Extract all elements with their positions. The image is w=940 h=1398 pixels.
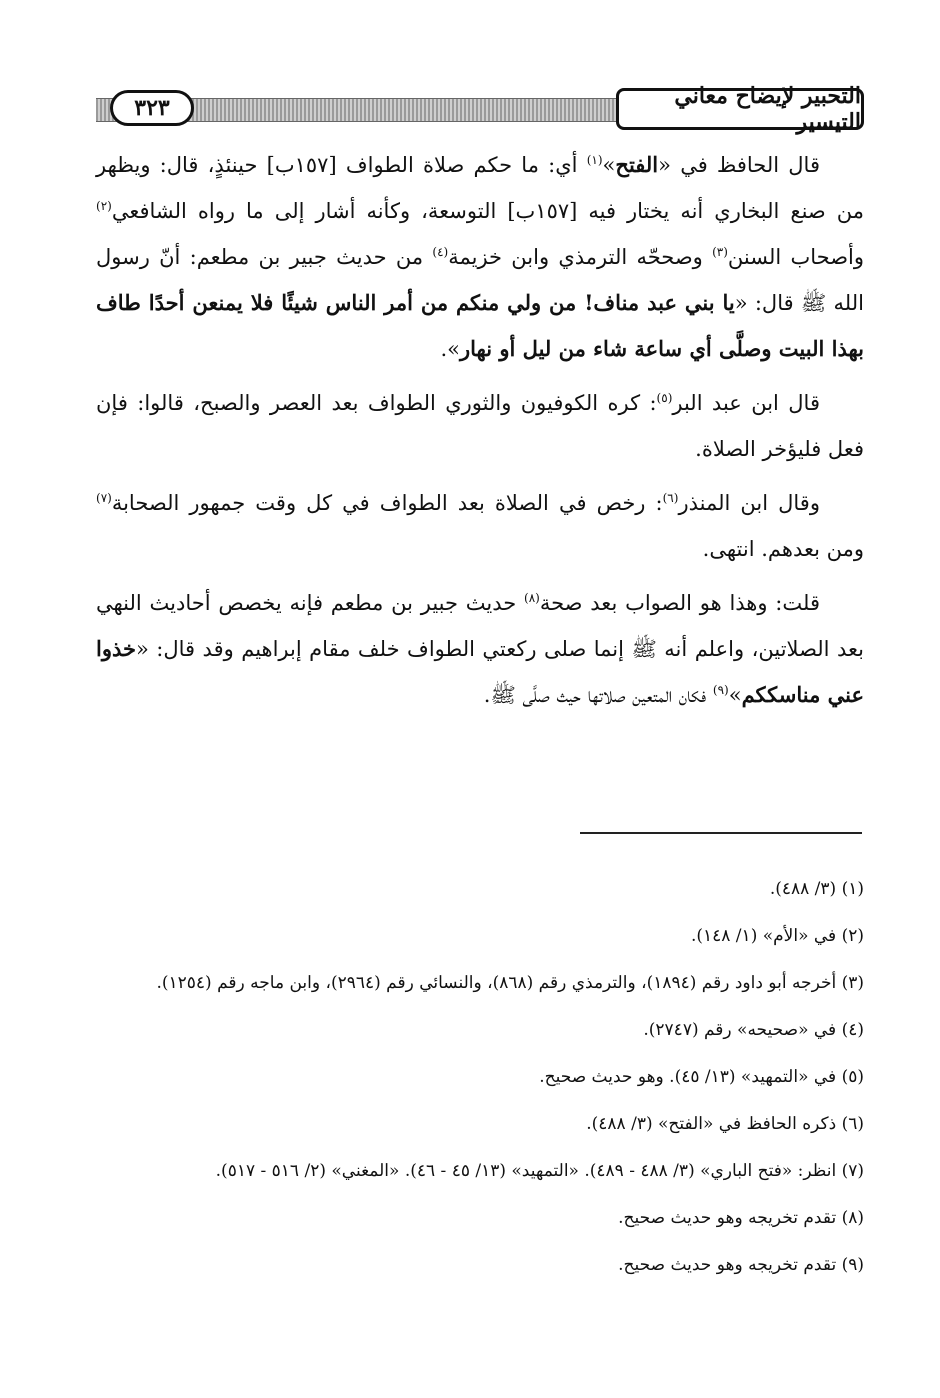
footnotes [96, 866, 864, 1289]
text-segment: قال ابن عبد البر [672, 391, 820, 415]
text-segment: وأصحاب السنن [727, 245, 865, 269]
bold-text-segment: خذوا عني مناسككم [96, 636, 864, 707]
text-segment: » [728, 683, 742, 707]
footnote-item: (٩) تقدم تخريجه وهو حديث صحيح. [618, 1255, 864, 1275]
footnote-reference: (٢) [96, 199, 112, 213]
footnote-item: (٥) في «التمهيد» (١٣/ ٤٥). وهو حديث صحيح. [539, 1067, 864, 1087]
text-segment: : كره الكوفيون والثوري الطواف بعد العصر والصبح، قالوا: فإن فعل فليؤخر الصلاة. [96, 391, 864, 461]
footnote-reference: (٣) [712, 245, 728, 259]
body-paragraph [96, 480, 864, 572]
text-segment: قلت: وهذا هو الصواب بعد صحة [539, 591, 820, 615]
text-segment: وصححّه الترمذي وابن خزيمة [448, 245, 713, 269]
footnote-reference: (٤) [432, 245, 449, 259]
main-text [96, 142, 864, 726]
text-segment: ومن بعدهم. انتهى. [702, 537, 864, 561]
footnote-item: (٧) انظر: «فتح الباري» (٣/ ٤٨٨ - ٤٨٩). «التمهيد» (١٣/ ٤٥ - ٤٦). «المغني» (٢/ ٥١٦ - ٥١٧). [215, 1161, 864, 1181]
footnote-reference: (٥) [656, 391, 673, 405]
bold-text-segment: الفتح [615, 152, 659, 177]
text-segment: من حديث جبير بن مطعم: أنّ رسول الله ﷺ قال: « [96, 245, 864, 315]
page-number: ٣٢٣ [110, 90, 194, 126]
footnote-reference: (٦) [662, 491, 679, 505]
footnote-item: (٦) ذكره الحافظ في «الفتح» (٣/ ٤٨٨). [586, 1114, 864, 1134]
footnote-reference: (٧) [96, 491, 112, 505]
footnote-item: (٨) تقدم تخريجه وهو حديث صحيح. [618, 1208, 864, 1228]
text-segment: فكان المتعين صلاتها حيث صلَّى ﷺ. [483, 683, 713, 707]
text-segment: ». [440, 337, 461, 361]
text-segment: : رخص في الصلاة بعد الطواف في كل وقت جمهور الصحابة [111, 491, 663, 515]
body-paragraph [96, 142, 864, 372]
bold-text-segment: يا بني عبد مناف! من ولي منكم من أمر الناس شيئًا فلا يمنعن أحدًا طاف بهذا البيت وصلَّى أي ساعة شاء من ليل أو نهار [96, 290, 864, 361]
page-header [96, 83, 864, 135]
footnote-divider [580, 832, 862, 834]
book-title: التحبير لإيضاح معاني التيسير [616, 88, 864, 130]
footnote-item: (٤) في «صحيحه» رقم (٢٧٤٧). [643, 1020, 864, 1040]
footnote-reference: (١) [586, 153, 603, 167]
footnote-reference: (٨) [524, 591, 540, 605]
text-segment: قال الحافظ في « [658, 153, 820, 177]
footnote-item: (١) (٣/ ٤٨٨). [769, 879, 864, 899]
body-paragraph [96, 580, 864, 718]
body-paragraph [96, 380, 864, 472]
footnote-item: (٣) أخرجه أبو داود رقم (١٨٩٤)، والترمذي رقم (٨٦٨)، والنسائي رقم (٢٩٦٤)، وابن ماجه رقم (١٢٥٤). [156, 973, 864, 993]
text-segment: » [602, 153, 616, 177]
text-segment: حديث جبير بن مطعم فإنه يخصص أحاديث النهي بعد الصلاتين، واعلم أنه ﷺ إنما صلى ركعتي الطواف خلف مقام إبراهيم وقد قال: « [96, 591, 864, 661]
footnote-reference: (٩) [712, 683, 729, 697]
text-segment: وقال ابن المنذر [678, 491, 820, 515]
footnote-item: (٢) في «الأم» (١/ ١٤٨). [690, 926, 864, 946]
text-segment: أي: ما حكم صلاة الطواف [١٥٧ب] حينئذٍ، قال: ويظهر من صنع البخاري أنه يختار فيه [١٥٧ب] التوسعة، وكأنه أشار إلى ما رواه الشافعي [96, 153, 865, 223]
